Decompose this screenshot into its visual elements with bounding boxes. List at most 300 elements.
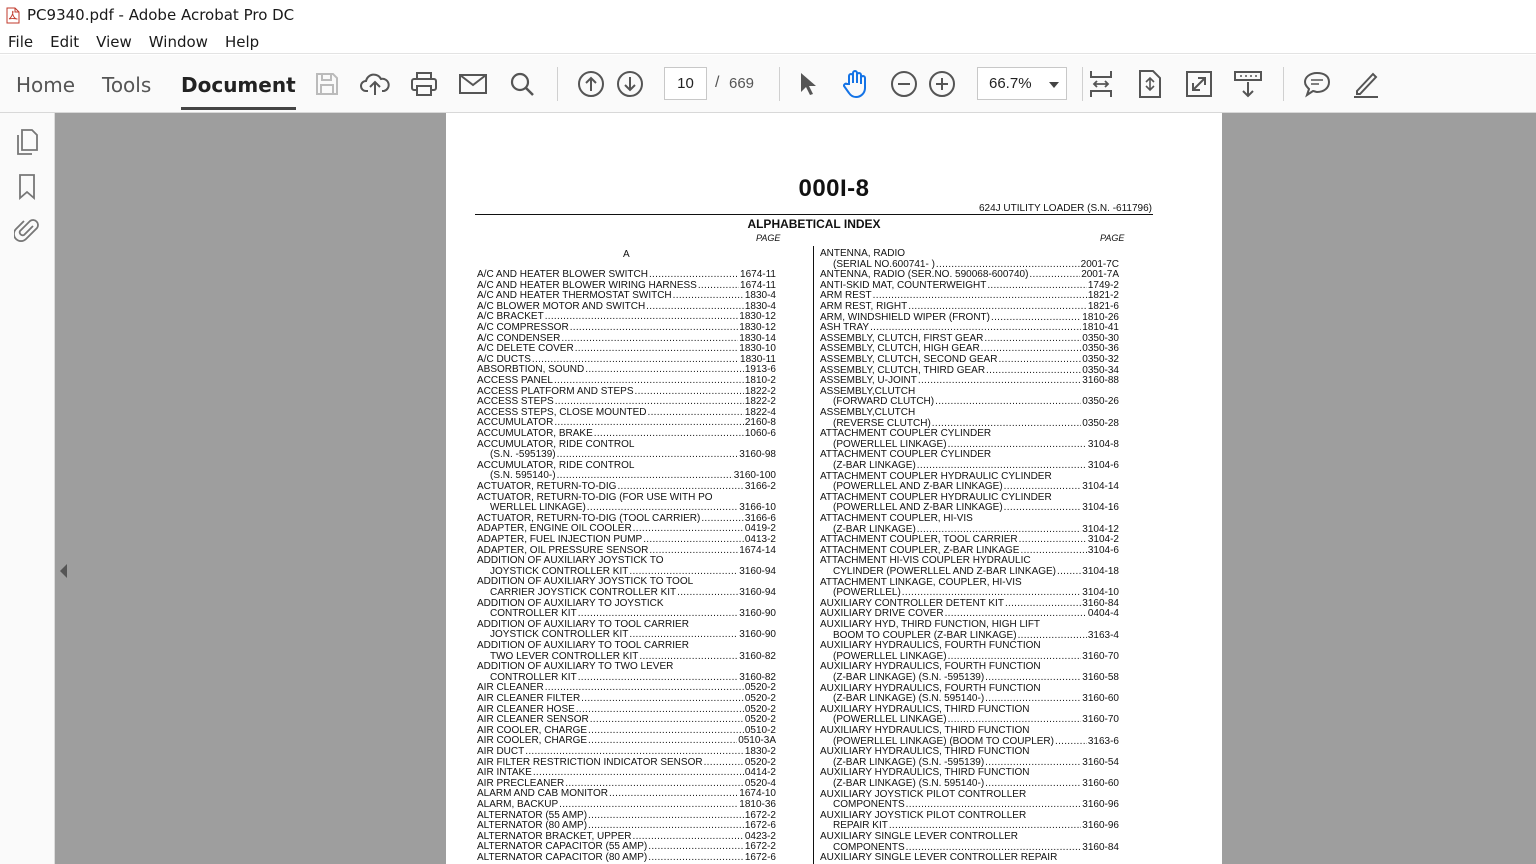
index-entry-page: 3160-98 <box>739 449 776 461</box>
leader-dots <box>649 270 739 281</box>
index-entry-page: 3104-12 <box>1082 523 1119 535</box>
comment-icon[interactable] <box>1302 69 1332 99</box>
index-entry-page: 0350-28 <box>1082 417 1119 429</box>
section-letter: A <box>623 249 630 260</box>
previous-page-icon[interactable] <box>576 69 606 99</box>
leader-dots <box>545 312 739 323</box>
index-entry-page: 3160-82 <box>739 671 776 683</box>
index-entry-page: 1830-4 <box>744 290 776 302</box>
index-entry-text: AUXILIARY HYDRAULICS, FOURTH FUNCTION <box>820 640 1041 652</box>
index-entry-page: 0423-2 <box>744 830 776 842</box>
index-entry-text: ANTENNA, RADIO (SER.NO. 590068-600740) <box>820 269 1029 281</box>
document-page-heading: 000I-8 <box>798 175 870 202</box>
search-icon[interactable] <box>507 69 537 99</box>
index-entry-page: 1674-11 <box>740 269 776 280</box>
index-entry-text: ATTACHMENT COUPLER, TOOL CARRIER <box>820 534 1018 546</box>
index-entry <box>477 694 776 705</box>
index-entry-text: ADDITION OF AUXILIARY TO TOOL CARRIER <box>477 640 689 651</box>
index-entry-text: ALTERNATOR BRACKET, UPPER <box>477 830 632 842</box>
attachments-icon[interactable] <box>12 215 42 245</box>
index-entry-text: ADAPTER, ENGINE OIL COOLER <box>477 523 632 535</box>
index-entry-text: ACTUATOR, RETURN-TO-DIG (TOOL CARRIER) <box>477 512 701 524</box>
sign-pen-icon[interactable] <box>1351 69 1381 99</box>
leader-dots <box>1005 599 1081 610</box>
leader-dots <box>594 429 744 440</box>
leader-dots <box>633 524 744 535</box>
leader-dots <box>1004 503 1082 514</box>
index-entry-text: ASSEMBLY,CLUTCH <box>820 407 916 418</box>
menu-window[interactable]: Window <box>148 32 208 51</box>
index-entry-page: 0520-2 <box>744 693 776 704</box>
index-entry-text: ALTERNATOR CAPACITOR (55 AMP) <box>477 841 648 853</box>
index-entry <box>477 270 776 281</box>
index-entry-page: 1830-12 <box>739 311 776 323</box>
index-entry-page: 3166-6 <box>744 512 776 524</box>
chevron-down-icon <box>1049 82 1059 88</box>
index-entry-text: JOYSTICK CONTROLLER KIT <box>490 565 629 577</box>
leader-dots <box>1057 567 1081 578</box>
column-divider <box>813 246 814 864</box>
index-entry-text: A/C AND HEATER BLOWER SWITCH <box>477 269 648 280</box>
index-entry-text: AUXILIARY HYDRAULICS, FOURTH FUNCTION <box>820 661 1041 673</box>
title-bar <box>0 0 1536 30</box>
zoom-dropdown[interactable] <box>977 67 1067 100</box>
zoom-out-icon[interactable] <box>889 69 919 99</box>
index-entry-text: (Z-BAR LINKAGE) (S.N. -595139) <box>833 756 985 768</box>
index-entry-text: ATTACHMENT COUPLER, HI-VIS <box>820 513 973 524</box>
index-entry-text: COMPONENTS <box>833 841 905 853</box>
zoom-in-icon[interactable] <box>927 69 957 99</box>
index-entry-page: 3160-96 <box>1082 820 1119 832</box>
index-entry-text: (Z-BAR LINKAGE) <box>833 523 916 535</box>
toolbar-divider <box>557 67 558 101</box>
page-separator: / <box>715 74 720 91</box>
index-entry-page: 1822-2 <box>744 385 776 397</box>
index-entry-page: 1672-6 <box>744 852 776 863</box>
index-entry-page: 0350-36 <box>1082 343 1119 355</box>
index-entry-text: ATTACHMENT COUPLER, Z-BAR LINKAGE <box>820 544 1020 556</box>
index-entry-page: 3104-18 <box>1082 566 1119 577</box>
index-entry-text: A/C AND HEATER BLOWER WIRING HARNESS <box>477 279 697 291</box>
select-cursor-icon[interactable] <box>792 69 822 99</box>
index-entry-page: 0520-2 <box>744 756 776 768</box>
index-entry <box>820 514 1119 525</box>
index-entry-page: 0510-3A <box>738 735 776 747</box>
page-number-input[interactable] <box>664 67 707 100</box>
leader-dots <box>985 779 1081 790</box>
index-entry-text: ACTUATOR, RETURN-TO-DIG (FOR USE WITH PO <box>477 491 713 503</box>
index-entry <box>820 853 1119 864</box>
leader-dots <box>570 323 739 334</box>
leader-dots <box>585 365 744 376</box>
leader-dots <box>986 366 1081 377</box>
index-entry-page: 1821-6 <box>1087 301 1119 312</box>
hand-tool-icon[interactable] <box>840 69 870 99</box>
index-entry-text: (S.N. 595140-) <box>490 470 556 482</box>
leader-dots <box>588 811 744 822</box>
leader-dots <box>576 705 744 716</box>
index-entry-page: 3160-70 <box>1082 714 1119 726</box>
index-entry-text: ASSEMBLY, U-JOINT <box>820 375 917 387</box>
leader-dots <box>677 588 738 599</box>
index-entry-text: CONTROLLER KIT <box>490 671 577 683</box>
index-entry <box>820 620 1119 631</box>
index-entry-text: AUXILIARY JOYSTICK PILOT CONTROLLER <box>820 788 1027 800</box>
index-entry-page: 3160-94 <box>739 565 776 577</box>
index-entry-text: ADDITION OF AUXILIARY JOYSTICK TO <box>477 555 664 567</box>
index-entry-text: AUXILIARY HYDRAULICS, THIRD FUNCTION <box>820 746 1030 758</box>
index-entry-text: ABSORBTION, SOUND <box>477 364 585 376</box>
leader-dots <box>698 281 739 292</box>
index-entry-page: 3160-70 <box>1082 650 1119 662</box>
leader-dots <box>1019 535 1087 546</box>
index-entry <box>477 641 776 652</box>
leader-dots <box>647 408 743 419</box>
save-icon[interactable] <box>312 69 342 99</box>
index-entry-text: ACCESS STEPS, CLOSE MOUNTED <box>477 406 647 418</box>
index-entry-text: WERLLEL LINKAGE) <box>490 502 586 514</box>
index-entry-text: (Z-BAR LINKAGE) (S.N. 595140-) <box>833 778 985 789</box>
index-entry <box>820 832 1119 843</box>
index-entry-page: 0350-30 <box>1082 332 1119 344</box>
index-entry-page: 3104-2 <box>1087 534 1119 546</box>
index-entry-text: ADDITION OF AUXILIARY TO TOOL CARRIER <box>477 618 689 630</box>
page-column-label-right: PAGE <box>1100 233 1125 243</box>
leader-dots <box>987 281 1087 292</box>
index-entry <box>477 482 776 493</box>
leader-dots <box>578 673 739 684</box>
index-entry-text: AIR CLEANER HOSE <box>477 703 575 715</box>
leader-dots <box>609 789 738 800</box>
index-entry-text: (POWERLLEL) <box>833 587 901 599</box>
index-entry-text: AIR COOLER, CHARGE <box>477 735 588 747</box>
leader-dots <box>575 344 739 355</box>
index-entry-page: 0350-32 <box>1082 354 1119 365</box>
leader-dots <box>1029 270 1080 281</box>
index-entry-page: 3160-96 <box>1082 799 1119 811</box>
index-entry-text: (Z-BAR LINKAGE) (S.N. -595139) <box>833 672 985 683</box>
index-entry-text: REPAIR KIT <box>833 820 888 832</box>
index-entry <box>477 323 776 334</box>
index-entry-text: ACCESS PLATFORM AND STEPS <box>477 385 634 397</box>
page-total: 669 <box>729 75 755 92</box>
toolbar-divider <box>1283 67 1284 101</box>
index-entry-text: AUXILIARY SINGLE LEVER CONTROLLER <box>820 831 1019 842</box>
index-entry-page: 3160-60 <box>1082 693 1119 705</box>
tab-tools[interactable]: Tools <box>102 73 152 97</box>
leader-dots <box>561 334 738 345</box>
index-entry-page: 1830-14 <box>739 332 776 344</box>
index-entry-page: 3166-2 <box>744 481 776 492</box>
index-entry-text: ALTERNATOR (80 AMP) <box>477 820 588 832</box>
leader-dots <box>632 832 743 843</box>
index-entry-text: ASSEMBLY, CLUTCH, FIRST GEAR <box>820 332 984 344</box>
index-entry-text: AUXILIARY HYD, THIRD FUNCTION, HIGH LIFT <box>820 619 1041 630</box>
menu-file[interactable]: File <box>8 32 34 51</box>
index-entry-page: 3160-54 <box>1082 756 1119 768</box>
index-entry <box>820 408 1119 419</box>
index-entry-page: 3160-60 <box>1082 778 1119 789</box>
leader-dots <box>617 482 743 493</box>
index-entry-text: AUXILIARY HYDRAULICS, FOURTH FUNCTION <box>820 682 1041 694</box>
index-entry-page: 3160-90 <box>739 629 776 641</box>
index-entry-text: ACCESS STEPS <box>477 396 554 408</box>
index-entry-text: CYLINDER (POWERLLEL AND Z-BAR LINKAGE) <box>833 566 1057 577</box>
index-entry-page: 1830-2 <box>744 746 776 757</box>
index-entry-text: AUXILIARY HYDRAULICS, THIRD FUNCTION <box>820 703 1030 715</box>
index-entry-page: 0520-4 <box>744 777 776 789</box>
leader-dots <box>918 376 1081 387</box>
index-entry-text: AUXILIARY HYDRAULICS, THIRD FUNCTION <box>820 767 1030 779</box>
index-entry-text: ATTACHMENT COUPLER HYDRAULIC CYLINDER <box>820 491 1052 503</box>
index-entry-text: (POWERLLEL LINKAGE) <box>833 714 947 726</box>
index-entry-page: 1830-11 <box>740 353 776 365</box>
index-entry-text: ARM REST, RIGHT <box>820 301 908 312</box>
document-subheading: 624J UTILITY LOADER (S.N. -611796) <box>978 203 1152 214</box>
index-entry-text: CONTROLLER KIT <box>490 608 577 620</box>
index-entry <box>477 429 776 440</box>
index-entry-page: 2001-7C <box>1080 258 1119 270</box>
index-entry-page: 0350-34 <box>1082 364 1119 376</box>
cloud-upload-icon[interactable] <box>360 69 390 99</box>
zoom-value: 66.7% <box>989 75 1032 92</box>
index-entry-page: 1810-36 <box>739 799 776 810</box>
index-entry-page: 1822-2 <box>744 396 776 408</box>
leader-dots <box>635 387 744 398</box>
index-entry-text: ASH TRAY <box>820 322 870 334</box>
leader-dots <box>648 842 744 853</box>
index-entry-text: ATTACHMENT COUPLER HYDRAULIC CYLINDER <box>820 470 1052 482</box>
leader-dots <box>581 694 744 705</box>
index-entry <box>833 461 1119 472</box>
next-page-icon[interactable] <box>615 69 645 99</box>
index-entry-text: ADDITION OF AUXILIARY JOYSTICK TO TOOL <box>477 576 694 588</box>
index-entry-text: ASSEMBLY, CLUTCH, THIRD GEAR <box>820 364 986 376</box>
index-entry-page: 3166-10 <box>739 502 776 514</box>
heading-rule <box>475 214 1153 215</box>
index-entry-page: 0520-2 <box>744 714 776 726</box>
index-entry <box>820 249 1119 260</box>
index-entry-page: 0404-4 <box>1087 608 1119 620</box>
index-entry-text: ACTUATOR, RETURN-TO-DIG <box>477 481 617 492</box>
index-entry-page: 3160-100 <box>733 470 776 482</box>
leader-dots <box>917 461 1087 472</box>
index-entry-text: ARM, WINDSHIELD WIPER (FRONT) <box>820 311 990 323</box>
email-icon[interactable] <box>458 69 488 99</box>
pdf-file-icon <box>6 7 20 24</box>
index-entry-text: A/C BLOWER MOTOR AND SWITCH <box>477 300 646 312</box>
index-entry-text: BOOM TO COUPLER (Z-BAR LINKAGE) <box>833 629 1017 641</box>
index-entry-text: AUXILIARY JOYSTICK PILOT CONTROLLER <box>820 809 1027 821</box>
index-entry-page: 1913-6 <box>744 364 776 376</box>
index-entry-text: AIR INTAKE <box>477 767 532 779</box>
tab-document[interactable]: Document <box>181 73 296 97</box>
index-entry-text: CARRIER JOYSTICK CONTROLLER KIT <box>490 587 677 598</box>
index-entry-text: (Z-BAR LINKAGE) <box>833 460 916 471</box>
index-entry-text: JOYSTICK CONTROLLER KIT <box>490 629 629 641</box>
index-entry-page: 3104-6 <box>1087 460 1119 471</box>
menu-view[interactable]: View <box>96 32 132 51</box>
index-entry-page: 0520-2 <box>744 703 776 715</box>
toolbar-divider <box>779 67 780 101</box>
index-entry-text: ACCUMULATOR, RIDE CONTROL <box>477 438 635 450</box>
index-entry <box>833 567 1119 578</box>
index-entry-page: 0414-2 <box>744 767 776 779</box>
index-entry <box>490 588 776 599</box>
index-entry <box>820 726 1119 737</box>
index-entry-text: ATTACHMENT COUPLER CYLINDER <box>820 428 992 440</box>
index-entry-text: (POWERLLEL LINKAGE) (BOOM TO COUPLER) <box>833 735 1054 747</box>
index-entry-page: 3160-58 <box>1082 672 1119 683</box>
index-entry-page: 1060-6 <box>744 428 776 439</box>
index-entry-text: ATTACHMENT COUPLER CYLINDER <box>820 449 992 461</box>
index-entry-page: 1810-2 <box>744 375 776 386</box>
leader-dots <box>935 397 1081 408</box>
leader-dots <box>908 302 1087 313</box>
index-entry-page: 1810-41 <box>1082 322 1119 334</box>
index-entry-text: AIR PRECLEANER <box>477 777 565 789</box>
leader-dots <box>643 535 744 546</box>
index-entry-page: 3160-94 <box>739 587 776 598</box>
index-entry-text: TWO LEVER CONTROLLER KIT <box>490 650 639 662</box>
index-entry-page: 0350-26 <box>1082 396 1119 408</box>
index-entry <box>477 853 776 864</box>
index-entry-page: 1674-14 <box>739 544 776 556</box>
index-entry-text: AIR CLEANER SENSOR <box>477 714 589 726</box>
page-thumbnails-icon[interactable] <box>12 127 42 157</box>
index-entry-page: 1672-2 <box>744 809 776 821</box>
index-entry-text: ACCUMULATOR <box>477 417 554 429</box>
index-entry-page: 1674-11 <box>740 279 776 291</box>
index-entry-text: A/C BRACKET <box>477 311 544 323</box>
fit-page-icon[interactable] <box>1135 69 1165 99</box>
menu-edit[interactable]: Edit <box>50 32 80 51</box>
leader-dots <box>704 758 744 769</box>
index-entry <box>833 673 1119 684</box>
leader-dots <box>559 800 738 811</box>
index-entry-text: ARM REST <box>820 290 872 302</box>
index-entry-text: A/C DELETE COVER <box>477 343 574 355</box>
leader-dots <box>646 302 744 313</box>
index-entry-text: (POWERLLEL LINKAGE) <box>833 438 947 450</box>
leader-dots <box>648 853 744 864</box>
index-entry-text: (S.N. -595139) <box>490 449 556 461</box>
index-entry-text: (POWERLLEL AND Z-BAR LINKAGE) <box>833 502 1003 514</box>
index-entry-text: ATTACHMENT LINKAGE, COUPLER, HI-VIS <box>820 576 1022 588</box>
index-entry-page: 0413-2 <box>744 534 776 545</box>
index-entry-text: AIR DUCT <box>477 746 525 757</box>
index-entry-text: A/C DUCTS <box>477 353 531 365</box>
leader-dots <box>588 726 744 737</box>
index-entry-text: ALARM AND CAB MONITOR <box>477 788 608 800</box>
index-entry-text: ADAPTER, OIL PRESSURE SENSOR <box>477 544 649 556</box>
index-entry-text: ANTI-SKID MAT, COUNTERWEIGHT <box>820 279 987 291</box>
index-entry-text: ACCESS PANEL <box>477 375 553 386</box>
index-entry-text: ADDITION OF AUXILIARY TO JOYSTICK <box>477 597 664 609</box>
index-entry-page: 0520-2 <box>744 682 776 694</box>
index-entry-page: 3104-14 <box>1082 481 1119 493</box>
toolbar-divider <box>1082 67 1083 101</box>
index-entry-text: ACCUMULATOR, RIDE CONTROL <box>477 459 635 471</box>
index-entry-text: (POWERLLEL LINKAGE) <box>833 650 947 662</box>
index-entry-text: ADDITION OF AUXILIARY TO TWO LEVER <box>477 661 674 673</box>
index-entry-text: ALARM, BACKUP <box>477 799 559 810</box>
index-entry-text: ADAPTER, FUEL INJECTION PUMP <box>477 534 643 545</box>
index-entry <box>820 302 1119 313</box>
leader-dots <box>991 313 1081 324</box>
leader-dots <box>1055 737 1087 748</box>
index-entry-text: AIR CLEANER FILTER <box>477 693 581 704</box>
full-screen-icon[interactable] <box>1184 69 1214 99</box>
index-entry <box>477 747 776 758</box>
index-entry-text: ASSEMBLY, CLUTCH, HIGH GEAR <box>820 343 980 355</box>
menu-help[interactable]: Help <box>224 32 260 51</box>
index-entry-page: 3163-4 <box>1087 629 1119 641</box>
index-entry-page: 3160-88 <box>1082 375 1119 387</box>
index-entry <box>477 800 776 811</box>
index-entry-page: 1672-2 <box>744 841 776 853</box>
window-title: PC9340.pdf - Adobe Acrobat Pro DC <box>27 6 295 24</box>
leader-dots <box>673 291 744 302</box>
index-entry-page: 1672-6 <box>744 820 776 832</box>
tab-home[interactable]: Home <box>16 73 76 97</box>
index-entry-text: AIR FILTER RESTRICTION INDICATOR SENSOR <box>477 756 703 768</box>
leader-dots <box>554 376 744 387</box>
index-entry-page: 3160-82 <box>739 650 776 662</box>
read-mode-icon[interactable] <box>1233 69 1263 99</box>
index-entry-text: A/C AND HEATER THERMOSTAT SWITCH <box>477 290 672 302</box>
index-entry-page: 1830-12 <box>739 322 776 333</box>
index-entry-page: 1822-4 <box>744 406 776 418</box>
scroll-mode-icon[interactable] <box>1086 69 1116 99</box>
index-entry-page: 3104-10 <box>1082 587 1119 599</box>
pdf-page <box>446 113 1222 864</box>
index-entry-page: 3104-16 <box>1082 502 1119 514</box>
index-entry-text: AUXILIARY HYDRAULICS, THIRD FUNCTION <box>820 725 1030 736</box>
index-entry-page: 3104-8 <box>1087 438 1119 450</box>
bookmarks-icon[interactable] <box>12 172 42 202</box>
index-entry <box>820 355 1119 366</box>
index-entry-page: 3163-6 <box>1087 735 1119 747</box>
index-entry-page: 0419-2 <box>744 523 776 535</box>
collapse-panel-arrow-icon[interactable] <box>60 564 67 578</box>
leader-dots <box>590 715 744 726</box>
index-entry-page: 3104-6 <box>1087 544 1119 556</box>
index-entry-page: 2160-8 <box>744 417 776 429</box>
leader-dots <box>533 768 744 779</box>
index-entry-text: (POWERLLEL AND Z-BAR LINKAGE) <box>833 481 1003 493</box>
leader-dots <box>701 514 744 525</box>
index-entry-text: AUXILIARY SINGLE LEVER CONTROLLER REPAIR <box>820 852 1058 864</box>
index-entry <box>477 376 776 387</box>
index-entry-page: 1830-10 <box>739 343 776 355</box>
print-icon[interactable] <box>409 69 439 99</box>
index-entry-text: AUXILIARY CONTROLLER DETENT KIT <box>820 597 1004 609</box>
page-column-label-left: PAGE <box>756 233 781 243</box>
index-entry <box>477 535 776 546</box>
leader-dots <box>985 673 1081 684</box>
index-entry-text: ALTERNATOR (55 AMP) <box>477 809 588 821</box>
toolbar <box>0 55 1536 113</box>
index-title: ALPHABETICAL INDEX <box>747 217 881 231</box>
index-entry <box>833 779 1119 790</box>
index-entry-page: 0510-2 <box>744 724 776 736</box>
index-entry-text: (FORWARD CLUTCH) <box>833 396 935 408</box>
leader-dots <box>525 747 744 758</box>
index-entry-page: 1821-2 <box>1087 290 1119 302</box>
index-entry-text: ALTERNATOR CAPACITOR (80 AMP) <box>477 852 648 863</box>
index-entry-page: 3160-90 <box>739 608 776 620</box>
